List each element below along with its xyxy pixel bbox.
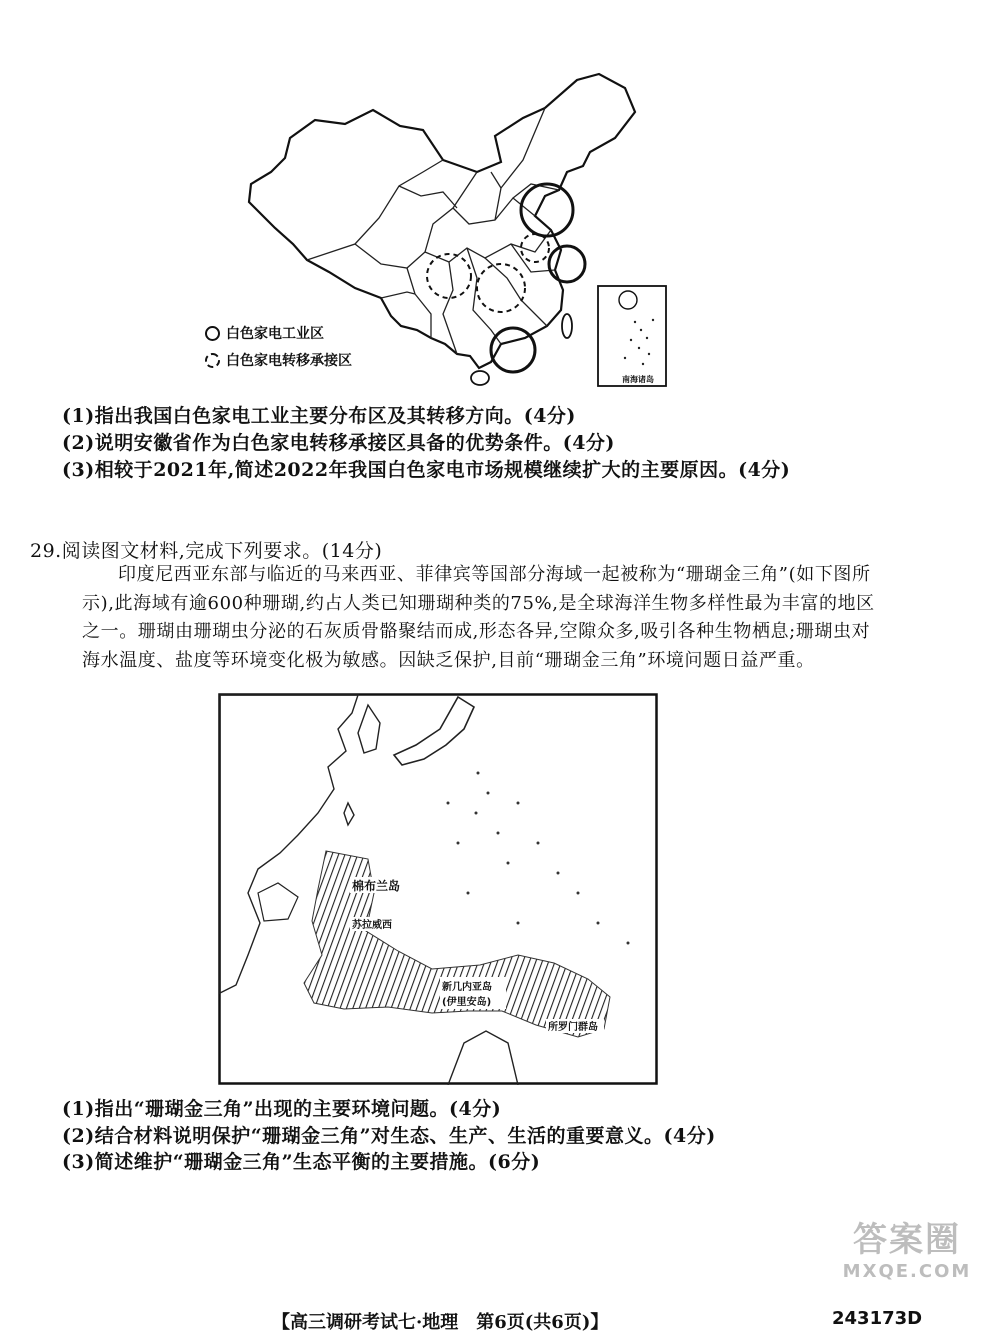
q29-subquestion-3: (3)简述维护“珊瑚金三角”生态平衡的主要措施。(6分)	[62, 1151, 541, 1173]
solid-circle-icon	[205, 326, 220, 341]
legend-dashed	[205, 350, 352, 370]
watermark	[832, 1212, 982, 1282]
q29-passage	[82, 561, 882, 675]
dashed-circle-icon	[205, 353, 220, 368]
footer-title: 【高三调研考试七·地理 第6页(共6页)】	[272, 1312, 609, 1333]
label-solomon: 所罗门群岛	[548, 1022, 598, 1033]
q29-subquestion-2: (2)结合材料说明保护“珊瑚金三角”对生态、生产、生活的重要意义。(4分)	[62, 1125, 716, 1147]
q28-subquestion-2: (2)说明安徽省作为白色家电转移承接区具备的优势条件。(4分)	[62, 432, 615, 454]
q29-header: 29.阅读图文材料,完成下列要求。(14分)	[30, 540, 383, 562]
label-sulawesi: 苏拉威西	[352, 920, 392, 931]
taiwan-island	[562, 314, 572, 338]
south-china-sea-inset	[598, 286, 666, 386]
q29-passage-text: 印度尼西亚东部与临近的马来西亚、菲律宾等国部分海域一起被称为“珊瑚金三角”(如下图所示),此海域有逾600种珊瑚,约占人类已知珊瑚种类的75%,是全球海洋生物多样性最为丰富的地区之一。珊瑚由珊瑚虫分泌的石灰质骨骼聚结而成,形态各异,空隙众多,吸引各种生物栖息;珊瑚虫对海水温度、盐度等环境变化极为敏感。因缺乏保护,目前“珊瑚金三角”环境问题日益严重。	[82, 564, 875, 671]
legend-solid	[205, 323, 324, 343]
coral-triangle-map	[218, 693, 658, 1085]
legend-solid-label: 白色家电工业区	[226, 326, 324, 342]
inset-label: 南海诸岛	[622, 375, 654, 384]
china-white-goods-map	[195, 68, 675, 398]
q28-subquestion-3: (3)相较于2021年,简述2022年我国白色家电市场规模继续扩大的主要原因。(4分)	[62, 459, 791, 481]
q29-subquestion-1: (1)指出“珊瑚金三角”出现的主要环境问题。(4分)	[62, 1098, 502, 1120]
legend-dashed-label: 白色家电转移承接区	[226, 353, 352, 369]
q28-subquestion-1: (1)指出我国白色家电工业主要分布区及其转移方向。(4分)	[62, 405, 576, 427]
label-new-guinea: 新几内亚岛	[442, 982, 492, 993]
watermark-line2: MXQE.COM	[842, 1261, 972, 1282]
footer-code: 243173D	[832, 1308, 923, 1329]
label-irian: (伊里安岛)	[442, 997, 492, 1008]
label-mindanao: 棉布兰岛	[352, 879, 401, 893]
watermark-line1: 答案圈	[853, 1220, 961, 1260]
hainan-island	[471, 371, 489, 385]
